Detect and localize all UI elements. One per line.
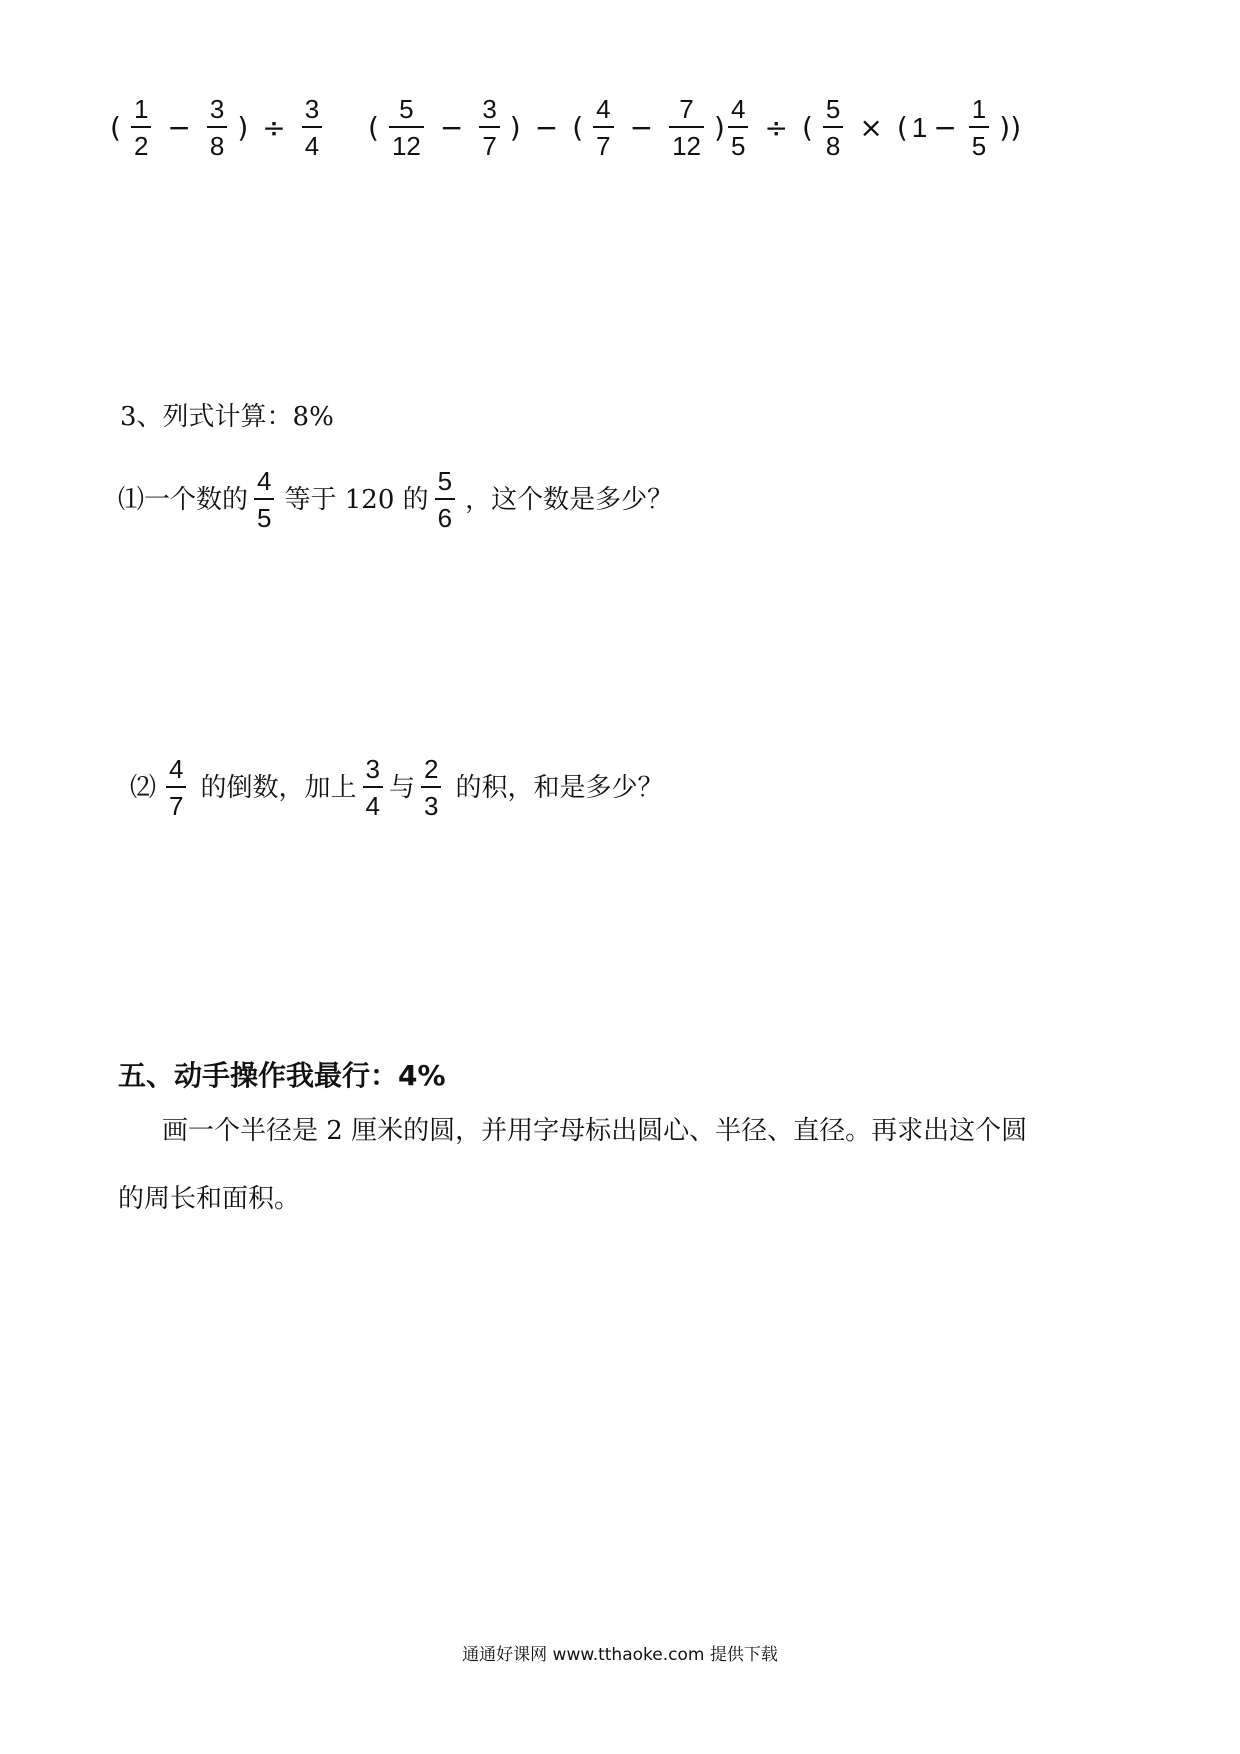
expression-2: [364, 96, 729, 159]
denominator: 4: [365, 791, 380, 821]
numerator: 5: [437, 466, 453, 496]
denominator: 7: [482, 131, 497, 161]
numerator: 4: [169, 754, 184, 784]
paren: (: [896, 111, 908, 144]
question-text: 的积，和是多少？: [455, 772, 664, 803]
fraction: [435, 468, 455, 531]
numerator: 3: [209, 94, 225, 124]
expression-3: [722, 96, 1025, 159]
numerator: 3: [304, 94, 320, 124]
number: 1: [911, 111, 928, 143]
denominator: 12: [672, 131, 701, 161]
fraction: [969, 96, 989, 159]
operator: ×: [859, 111, 883, 144]
paren: (: [801, 111, 813, 144]
question-text: 等于 120 的: [284, 484, 429, 515]
question-1: [118, 468, 673, 531]
paren: ): [714, 111, 725, 144]
denominator: 5: [731, 131, 746, 161]
numerator: 5: [399, 94, 414, 124]
denominator: 3: [423, 791, 439, 821]
fraction: [389, 96, 424, 159]
fraction: [207, 96, 227, 159]
section-3-title: 3、列式计算：8%: [120, 402, 334, 432]
footer-text: 通通好课网 www.tthaoke.com 提供下载: [462, 1645, 778, 1665]
operator: −: [629, 111, 654, 144]
section-5-paragraph-line-2: 的周长和面积。: [118, 1184, 301, 1214]
denominator: 6: [437, 503, 453, 533]
fraction: [479, 96, 499, 159]
numerator: 1: [133, 94, 149, 124]
operator: −: [933, 111, 957, 144]
section-5-paragraph-line-1: 画一个半径是 2 厘米的圆，并用字母标出圆心、半径、直径。再求出这个圆: [162, 1116, 1028, 1146]
fraction: [669, 96, 704, 159]
operator: ÷: [262, 111, 286, 144]
numerator: 2: [423, 754, 439, 784]
fraction: [363, 756, 383, 819]
numerator: 4: [731, 94, 746, 124]
denominator: 7: [169, 791, 184, 821]
numerator: 4: [257, 466, 272, 496]
question-2: [130, 756, 663, 819]
fraction: [166, 756, 186, 819]
fraction: [728, 96, 748, 159]
question-text: 与: [388, 772, 415, 803]
operator: −: [534, 111, 559, 144]
fraction: [421, 756, 441, 819]
numerator: 7: [679, 94, 694, 124]
fraction: [254, 468, 274, 531]
denominator: 2: [133, 131, 149, 161]
fraction: [823, 96, 843, 159]
section-5-title: 五、动手操作我最行：4%: [118, 1059, 446, 1092]
question-text: ⑴一个数的: [118, 484, 249, 515]
denominator: 12: [391, 131, 421, 161]
paren: (: [572, 111, 584, 144]
question-text: ⑵: [130, 772, 157, 803]
numerator: 3: [365, 754, 380, 784]
numerator: 1: [971, 94, 987, 124]
operator: ÷: [764, 111, 788, 144]
numerator: 3: [482, 94, 497, 124]
denominator: 8: [209, 131, 225, 161]
numerator: 5: [825, 94, 841, 124]
question-text: ，这个数是多少？: [465, 484, 674, 515]
operator: −: [439, 111, 464, 144]
numerator: 4: [596, 94, 611, 124]
denominator: 5: [971, 131, 987, 161]
expression-1: [106, 96, 328, 159]
fraction: [593, 96, 613, 159]
question-text: 的倒数，加上: [200, 772, 357, 803]
denominator: 8: [825, 131, 841, 161]
denominator: 5: [257, 503, 272, 533]
paren: ): [237, 111, 249, 144]
denominator: 4: [304, 131, 320, 161]
fraction: [131, 96, 151, 159]
operator: −: [167, 111, 191, 144]
paren: (: [110, 111, 121, 144]
paren: ): [509, 111, 521, 144]
fraction: [302, 96, 322, 159]
paren: (: [368, 111, 379, 144]
paren: )): [999, 111, 1022, 144]
denominator: 7: [596, 131, 611, 161]
